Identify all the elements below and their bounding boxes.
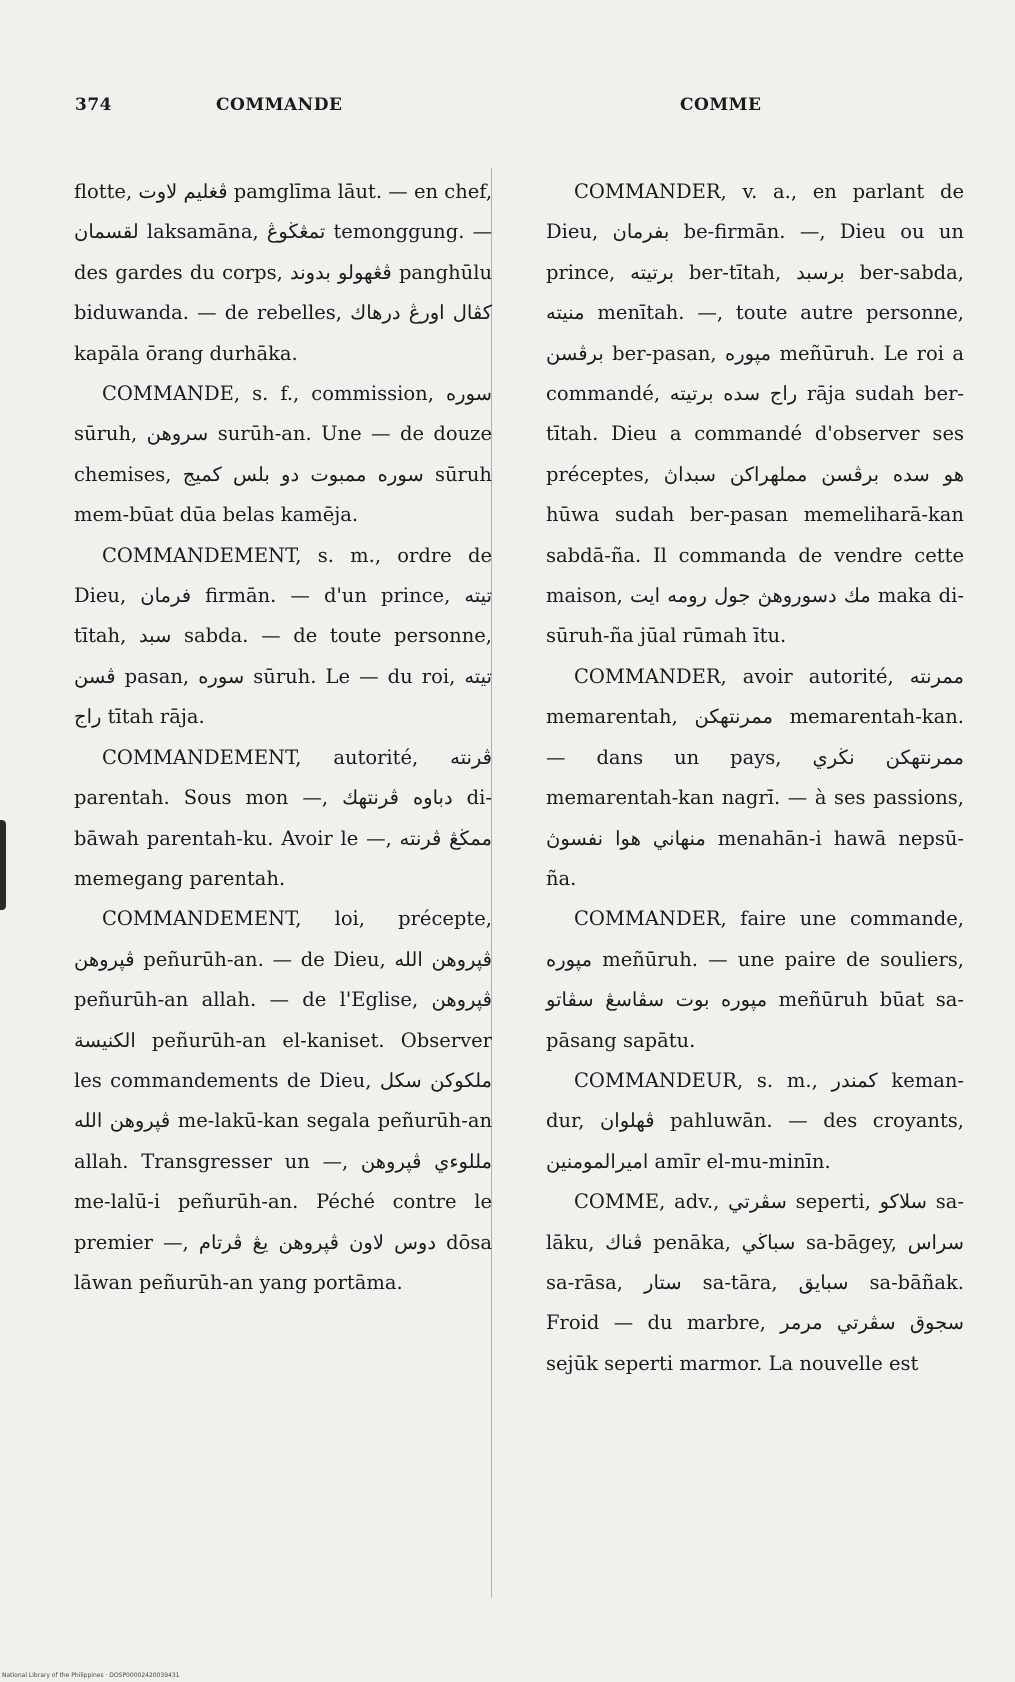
entry-commandement-ordre: COMMANDEMENT, s. m., ordre de Dieu, فرمان firmān. — d'un prince, تيته tītah, سبد sabda. — de toute personne, ڤسن pasan, سوره sūruh. Le — du roi, تيته راج tītah rāja.	[74, 543, 492, 729]
entry-commandeur: COMMANDEUR, s. m., كمندر keman-dur, ڤهلوان pahluwān. — des croyants, اميرالمومنين amīr el-mu-minīn.	[546, 1068, 964, 1173]
entry-commander-va: COMMANDER, v. a., en parlant de Dieu, بفرمان be-firmān. —, Dieu ou un prince, برتيته ber-tītah, برسبد ber-sabda, منيته menītah. —, toute autre personne, برڤسن ber-pasan, مپوره meñūruh. Le roi a commandé, راج سده برتيته rāja sudah ber-tītah. Dieu a commandé d'observer ses préceptes, هو سده برڤسن مملهراكن سبداڽ hūwa sudah ber-pasan memeliharā-kan sabdā-ña. Il commanda de vendre cette maison, مك دسوروهڽ جول رومه ايت maka di-sūruh-ña jūal rūmah ītu.	[546, 180, 964, 648]
entry-comme: COMME, adv., سڤرتي seperti, سلاكو sa-lāku, ڤناك penāka, سباڬي sa-bāgey, سراس sa-rāsa, ستار sa-tāra, سبايق sa-bāñak. Froid — du marbre, سجوق سڤرتي مرمر sejūk seperti marmor. La nouvelle est	[546, 1190, 965, 1375]
running-head-left: COMMANDE	[216, 95, 343, 115]
entry-continuation: flotte, ڤغليم لاوت pamglīma lāut. — en chef, لقسمان laksamāna, تمڠڬوڠ temonggung. — des gardes du corps, ڤڠهولو بدوند panghūlu biduwanda. — de rebelles, كڤال اورڠ درهاك kapāla ōrang durhāka.	[74, 180, 493, 365]
scan-footer: National Library of the Philippines · DOSP00002420039431	[2, 1672, 180, 1679]
page-number: 374	[75, 95, 112, 115]
entry-commandement-loi: COMMANDEMENT, loi, précepte, ڤپروهن peñurūh-an. — de Dieu, ڤپروهن الله peñurūh-an allah. — de l'Eglise, ڤپروهن الكنيسة peñurūh-an el-kaniset. Observer les commandements de Dieu, ملكوكن سكل ڤپروهن الله me-lakū-kan segala peñurūh-an allah. Transgresser un —, مللوءي ڤپروهن me-lalū-i peñurūh-an. Péché contre le premier —, دوس لاون ڤپروهن يڠ ڤرتام dōsa lāwan peñurūh-an yang portāma.	[74, 907, 492, 1294]
left-column	[74, 172, 492, 1303]
entry-commandement-autorite: COMMANDEMENT, autorité, ڤرنته parentah. Sous mon —, دباوه ڤرنتهك di-bāwah parentah-ku. Avoir le —, ممڬڠ ڤرنته memegang parentah.	[74, 745, 492, 890]
binding-shadow	[0, 820, 6, 910]
entry-commander-autorite: COMMANDER, avoir autorité, ممرنته memarentah, ممرنتهكن memarentah-kan. — dans un pays, ممرنتهكن نڬري memarentah-kan nagrī. — à ses passions, منهاني هوا نفسوڽ menahān-i hawā nepsū-ña.	[546, 664, 964, 890]
entry-commander-commande: COMMANDER, faire une commande, مپوره meñūruh. — une paire de souliers, مپوره بوت سڤاسڠ سڤاتو meñūruh būat sa-pāsang sapātu.	[546, 907, 964, 1052]
entry-commande: COMMANDE, s. f., commission, سوره sūruh, سروهن surūh-an. Une — de douze chemises, سوره ممبوت دو بلس كميج sūruh mem-būat dūa belas kamēja.	[74, 382, 492, 527]
running-head-right: COMME	[680, 95, 762, 115]
right-column	[546, 172, 964, 1384]
